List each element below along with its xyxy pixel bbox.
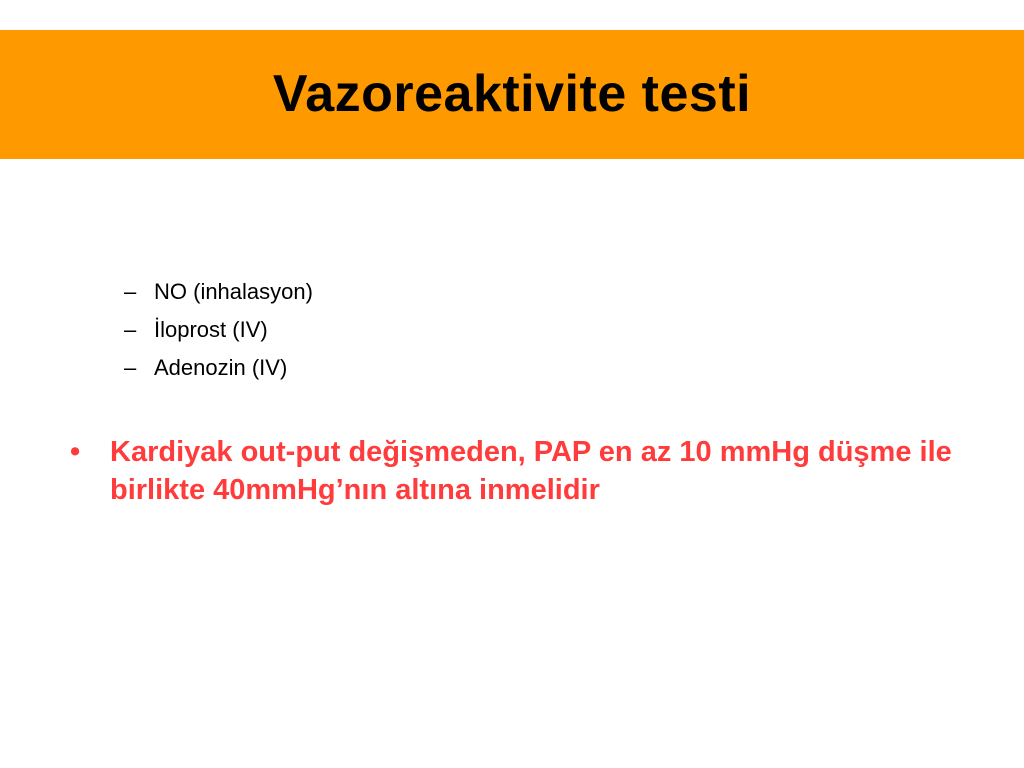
- list-item-text: NO (inhalasyon): [154, 279, 313, 304]
- title-bar: [0, 30, 1024, 159]
- dash-marker: –: [124, 279, 137, 304]
- bullet-marker: •: [70, 436, 81, 468]
- list-item-text: İloprost (IV): [154, 317, 268, 342]
- list-item-text: Adenozin (IV): [154, 355, 288, 380]
- main-bullet-item: [70, 433, 970, 509]
- list-item: [124, 314, 313, 352]
- list-item: [124, 352, 313, 390]
- sub-bullet-list: [124, 276, 313, 390]
- dash-marker: –: [124, 317, 137, 342]
- list-item: [124, 276, 313, 314]
- dash-marker: –: [124, 355, 137, 380]
- main-bullet-text: Kardiyak out-put değişmeden, PAP en az 10 mmHg düşme ile birlikte 40mmHg’nın altına inmelidir: [110, 436, 952, 506]
- slide-title: Vazoreaktivite testi: [272, 65, 752, 123]
